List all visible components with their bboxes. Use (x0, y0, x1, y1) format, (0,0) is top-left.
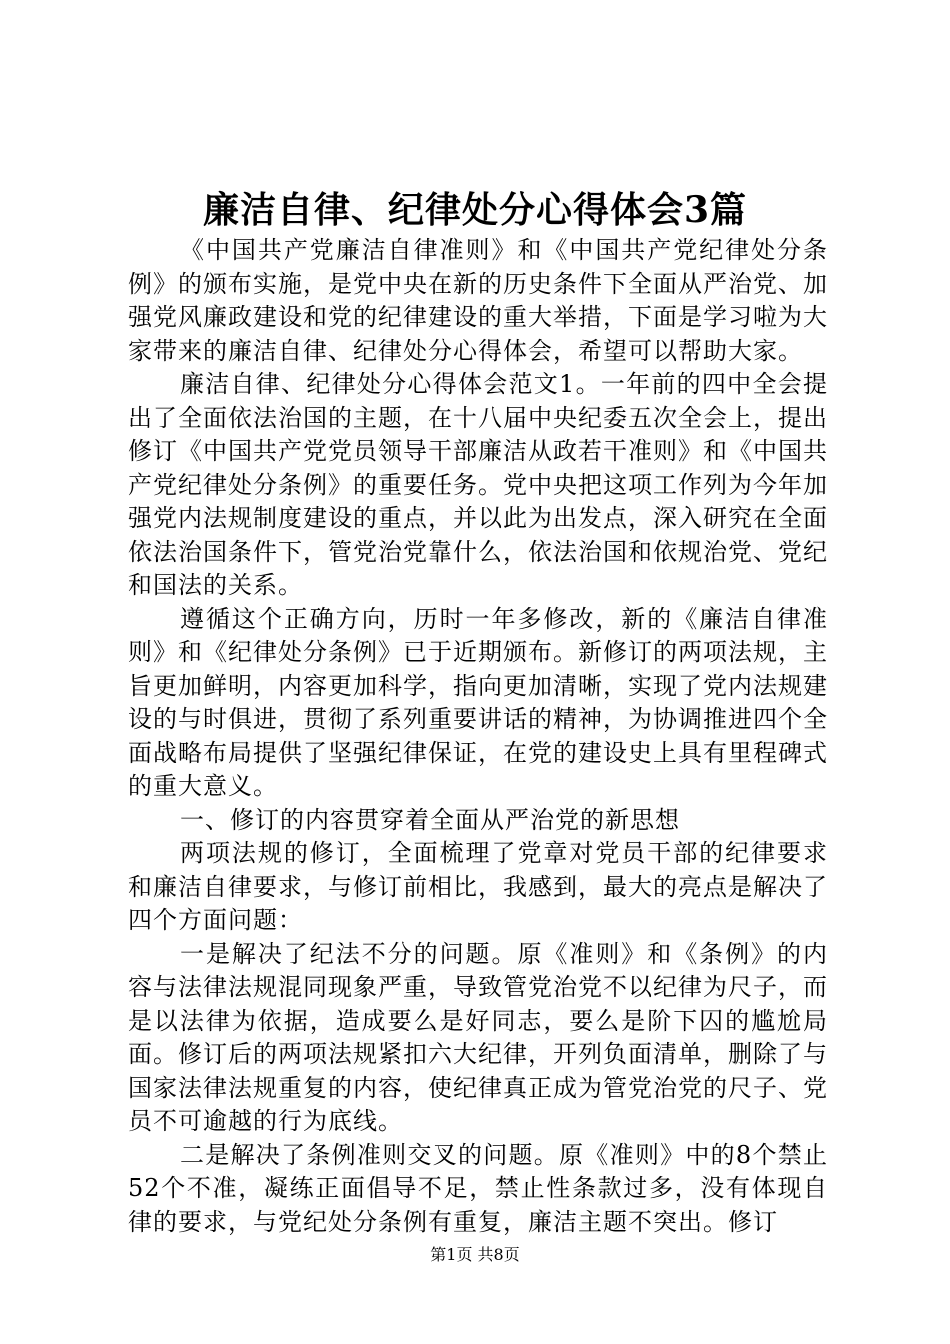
document-body (128, 234, 828, 1239)
paragraph-essay-1: 廉洁自律、纪律处分心得体会范文1。一年前的四中全会提出了全面依法治国的主题，在十八届中央纪委五次全会上，提出修订《中国共产党党员领导干部廉洁从政若干准则》和《中国共产党纪律处分条例》的重要任务。党中央把这项工作列为今年加强党内法规制度建设的重点，并以此为出发点，深入研究在全面依法治国条件下，管党治党靠什么，依法治国和依规治党、党纪和国法的关系。 (128, 370, 828, 599)
paragraph-highlights: 两项法规的修订，全面梳理了党章对党员干部的纪律要求和廉洁自律要求，与修订前相比，我感到，最大的亮点是解决了四个方面问题： (128, 839, 828, 934)
section-heading-1: 一、修订的内容贯穿着全面从严治党的新思想 (180, 805, 680, 834)
paragraph-point-1: 一是解决了纪法不分的问题。原《准则》和《条例》的内容与法律法规混同现象严重，导致管党治党不以纪律为尺子，而是以法律为依据，造成要么是好同志，要么是阶下囚的尴尬局面。修订后的两项法规紧扣六大纪律，开列负面清单，删除了与国家法律法规重复的内容，使纪律真正成为管党治党的尺子、党员不可逾越的行为底线。 (128, 939, 828, 1135)
paragraph-revision: 遵循这个正确方向，历时一年多修改，新的《廉洁自律准则》和《纪律处分条例》已于近期颁布。新修订的两项法规，主旨更加鲜明，内容更加科学，指向更加清晰，实现了党内法规建设的与时俱进，贯彻了系列重要讲话的精神，为协调推进四个全面战略布局提供了坚强纪律保证，在党的建设史上具有里程碑式的重大意义。 (128, 604, 828, 800)
page-footer: 第1页 共8页 (430, 1245, 520, 1264)
paragraph-point-2: 二是解决了条例准则交叉的问题。原《准则》中的8个禁止52个不准，凝练正面倡导不足，禁止性条款过多，没有体现自律的要求，与党纪处分条例有重复，廉洁主题不突出。修订 (128, 1140, 828, 1236)
document-title: 廉洁自律、纪律处分心得体会3篇 (202, 189, 748, 231)
paragraph-intro: 《中国共产党廉洁自律准则》和《中国共产党纪律处分条例》的颁布实施，是党中央在新的历史条件下全面从严治党、加强党风廉政建设和党的纪律建设的重大举措，下面是学习啦为大家带来的廉洁自律、纪律处分心得体会，希望可以帮助大家。 (128, 236, 828, 365)
